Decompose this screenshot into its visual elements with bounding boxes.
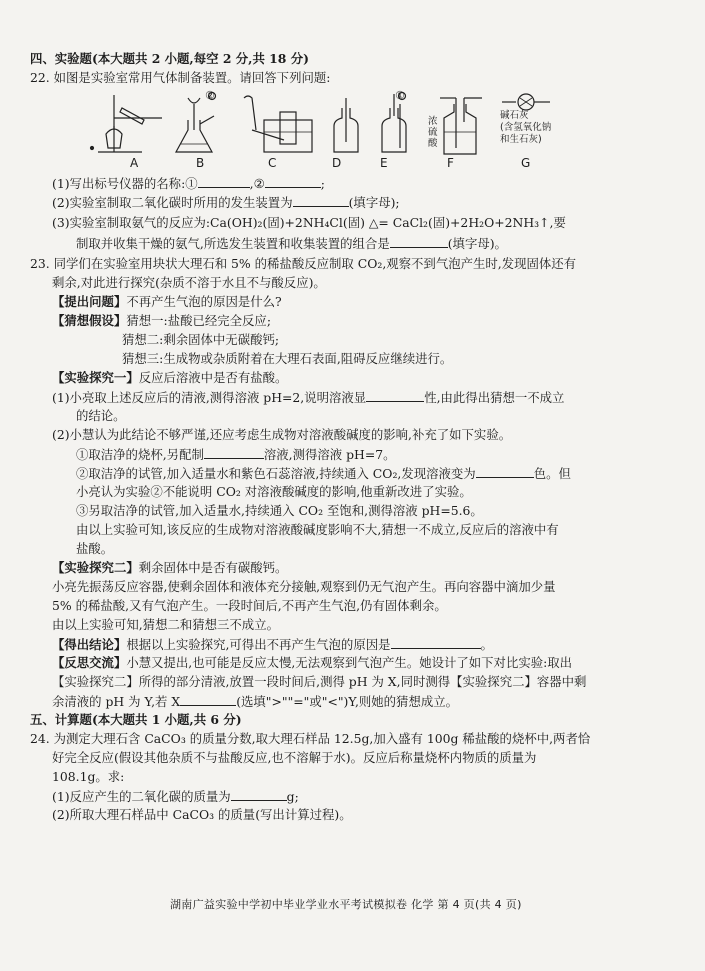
exp1-step2-cont: 小亮认为实验②不能说明 CO₂ 对溶液酸碱度的影响,他重新改进了实验。: [76, 484, 472, 499]
exp1-conclusion-1: 由以上实验可知,该反应的生成物对溶液酸碱度影响不大,猜想一不成立,反应后的溶液中有: [76, 522, 559, 537]
section-heading: 四、实验题(本大题共 2 小题,每空 2 分,共 18 分): [30, 51, 309, 66]
apparatus-label-d: D: [332, 156, 342, 170]
answer-blank[interactable]: [204, 445, 264, 459]
apparatus-label-f: F: [447, 156, 454, 170]
page-footer: 湖南广益实验中学初中毕业学业水平考试模拟卷 化学 第 4 页(共 4 页): [170, 898, 522, 911]
exp2-line-3: 由以上实验可知,猜想二和猜想三不成立。: [52, 617, 279, 632]
apparatus-label-a: A: [130, 156, 139, 170]
f-note: 浓硫酸: [428, 116, 438, 149]
answer-blank[interactable]: [265, 174, 321, 188]
reflection-3: 余清液的 pH 为 Y,若 X (选填">""="或"<")Y,则她的猜想成立。: [52, 694, 459, 709]
g-note-1: 碱石灰: [500, 110, 529, 121]
q24-stem-2: 好完全反应(假设其他杂质不与盐酸反应,也不溶解于水)。反应后称量烧杯内物质的质量为: [52, 750, 537, 765]
q22-part1: (1)写出标号仪器的名称:① ,② ;: [52, 176, 325, 191]
answer-blank[interactable]: [390, 234, 448, 248]
exp1-step1: ①取洁净的烧杯,另配制 溶液,测得溶液 pH=7。: [76, 447, 396, 462]
exp1-part1-cont: 的结论。: [76, 408, 126, 423]
exp1-conclusion-2: 盐酸。: [76, 541, 114, 556]
answer-blank[interactable]: [366, 388, 424, 402]
q24-part1: (1)反应产生的二氧化碳的质量为 g;: [52, 789, 299, 804]
exp1-part1: (1)小亮取上述反应后的清液,测得溶液 pH=2,说明溶液显 性,由此得出猜想一不成立: [52, 390, 565, 405]
reflection-2: 【实验探究二】所得的部分清液,放置一段时间后,测得 pH 为 X,同时测得【实验探究二】容器中剩: [52, 674, 587, 689]
apparatus-g: [502, 94, 550, 110]
g-note-2: (含氢氧化钠: [500, 122, 552, 133]
answer-blank[interactable]: [180, 692, 236, 706]
hypothesis-3: 猜想三:生成物或杂质附着在大理石表面,阻碍反应继续进行。: [122, 351, 453, 366]
hypothesis-1: 【猜想假设】猜想一:盐酸已经完全反应;: [52, 313, 271, 328]
answer-blank[interactable]: [391, 635, 481, 649]
exp1-step3: ③另取洁净的试管,加入适量水,持续通入 CO₂ 至饱和,测得溶液 pH=5.6。: [76, 503, 483, 518]
apparatus-a: [91, 95, 163, 152]
q24-stem-1: 24. 为测定大理石含 CaCO₃ 的质量分数,取大理石样品 12.5g,加入盛有 100g 稀盐酸的烧杯中,两者恰: [30, 731, 591, 746]
apparatus-label-e: E: [380, 156, 388, 170]
answer-blank[interactable]: [198, 174, 250, 188]
apparatus-label-c: C: [268, 156, 277, 170]
exp1-step2: ②取洁净的试管,加入适量水和紫色石蕊溶液,持续通入 CO₂,发现溶液变为 色。但: [76, 466, 571, 481]
exp2-line-2: 5% 的稀盐酸,又有气泡产生。一段时间后,不再产生气泡,仍有固体剩余。: [52, 598, 447, 613]
apparatus-label-g: G: [521, 156, 531, 170]
q23-stem-2: 剩余,对此进行探究(杂质不溶于水且不与酸反应)。: [52, 275, 326, 290]
experiment-2-title: 【实验探究二】剩余固体中是否有碳酸钙。: [52, 560, 288, 575]
answer-blank[interactable]: [476, 464, 534, 478]
exp2-line-1: 小亮先振荡反应容器,使剩余固体和液体充分接触,观察到仍无气泡产生。再向容器中滴加少量: [52, 579, 556, 594]
experiment-1-title: 【实验探究一】反应后溶液中是否有盐酸。: [52, 370, 288, 385]
q22-part2: (2)实验室制取二氧化碳时所用的发生装置为 (填字母);: [52, 195, 400, 210]
conclusion: 【得出结论】根据以上实验探究,可得出不再产生气泡的原因是 。: [52, 637, 493, 652]
q24-part2: (2)所取大理石样品中 CaCO₃ 的质量(写出计算过程)。: [52, 807, 352, 822]
mark-circle-2: ①: [395, 89, 405, 102]
reflection-1: 【反思交流】小慧又提出,也可能是反应太慢,无法观察到气泡产生。她设计了如下对比实验:取出: [52, 655, 573, 670]
question-stem: 22. 如图是实验室常用气体制备装置。请回答下列问题:: [30, 70, 331, 85]
q22-part3-line2: 制取并收集干燥的氨气,所选发生装置和收集装置的组合是 (填字母)。: [76, 236, 507, 251]
q24-stem-3: 108.1g。求:: [52, 769, 125, 784]
mark-circle-1: ②: [205, 89, 215, 102]
q22-part3-line1: (3)实验室制取氨气的反应为:Ca(OH)₂(固)+2NH₄Cl(固) △= CaCl₂(固)+2H₂O+2NH₃↑,要: [52, 215, 566, 230]
apparatus-f: [440, 98, 482, 154]
section-heading: 五、计算题(本大题共 1 小题,共 6 分): [30, 712, 242, 727]
answer-blank[interactable]: [293, 193, 349, 207]
raise-question: 【提出问题】不再产生气泡的原因是什么?: [52, 294, 282, 309]
hypothesis-2: 猜想二:剩余固体中无碳酸钙;: [122, 332, 280, 347]
answer-blank[interactable]: [231, 787, 287, 801]
apparatus-label-b: B: [196, 156, 205, 170]
apparatus-c: [244, 96, 312, 152]
g-note-3: 和生石灰): [500, 134, 542, 145]
exp1-part2: (2)小慧认为此结论不够严谨,还应考虑生成物对溶液酸碱度的影响,补充了如下实验。: [52, 427, 512, 442]
q23-stem-1: 23. 同学们在实验室用块状大理石和 5% 的稀盐酸反应制取 CO₂,观察不到气泡产生时,发现固体还有: [30, 256, 577, 271]
apparatus-d: [334, 98, 358, 152]
